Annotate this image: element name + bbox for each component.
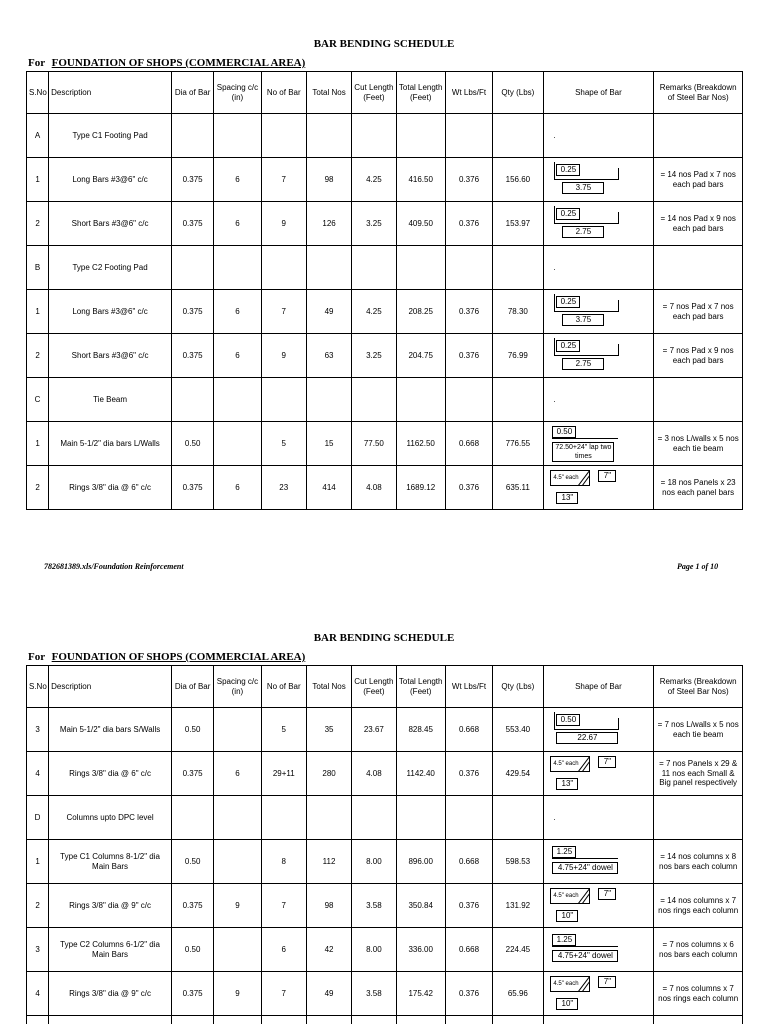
section-letter: B: [27, 246, 49, 290]
ring-shape-diagram: [548, 754, 648, 794]
cell-wt: 0.376: [445, 158, 492, 202]
cell-total-nos: 42: [306, 928, 351, 972]
cell-qty: 635.11: [493, 466, 543, 510]
cell-remarks: = 3 nos L/walls x 5 nos each tie beam: [654, 422, 743, 466]
project-name: FOUNDATION OF SHOPS (COMMERCIAL AREA): [51, 57, 306, 69]
header-spacing: Spacing c/c (in): [214, 72, 261, 114]
cell-shape: [543, 840, 654, 884]
cell-qty: 776.55: [493, 422, 543, 466]
cell-cut-length: 8.00: [352, 840, 396, 884]
cell-description: Long Bars #3@6" c/c: [49, 290, 172, 334]
ring-dim-b: 7": [598, 888, 616, 900]
cell-cut-length: 23.67: [352, 708, 396, 752]
cell-wt: 0.376: [445, 884, 492, 928]
cell-sno: 1: [27, 290, 49, 334]
cell-dia: 0.50: [171, 708, 213, 752]
cell-qty: 78.30: [493, 290, 543, 334]
cell-no-of-bar: 5: [261, 708, 306, 752]
cell-dia: 0.375: [171, 884, 213, 928]
table-row: [27, 972, 743, 1016]
cell-sno: 4: [27, 752, 49, 796]
cell-spacing: 9: [214, 884, 261, 928]
shape-dim-a: 0.25: [556, 340, 580, 352]
ring-dim-a: 4.5" each: [550, 888, 590, 904]
cell-total-nos: 35: [306, 708, 351, 752]
header-row: [27, 72, 743, 114]
header-cut-length: Cut Length (Feet): [352, 72, 396, 114]
cell-dia: 0.375: [171, 334, 213, 378]
cell-sno: 1: [27, 422, 49, 466]
cell-description: Long Bars #3@6" c/c: [49, 158, 172, 202]
for-label: For: [28, 57, 45, 69]
cell-cut-length: 4.25: [352, 158, 396, 202]
shape-dim-a: 0.25: [556, 296, 580, 308]
shape-dim-a: 1.25: [552, 934, 576, 946]
shape-dim-a: 0.50: [556, 714, 580, 726]
header-spacing: Spacing c/c (in): [214, 666, 261, 708]
section-letter: C: [27, 378, 49, 422]
cell-cut-length: 4.08: [352, 752, 396, 796]
cell-no-of-bar: 9: [261, 202, 306, 246]
cell-cut-length: 77.50: [352, 422, 396, 466]
cell-shape: [543, 466, 654, 510]
cell-no-of-bar: 23: [261, 466, 306, 510]
schedule-table: [26, 71, 743, 510]
bar-shape-diagram: [548, 930, 648, 970]
header-remarks: Remarks (Breakdown of Steel Bar Nos): [654, 72, 743, 114]
cell-description: Type C1 Columns 8-1/2" dia Main Bars: [49, 840, 172, 884]
shape-dim-b: 2.75: [562, 358, 604, 370]
table-row: [27, 1016, 743, 1024]
cell-wt: 0.376: [445, 334, 492, 378]
cell-total-nos: 63: [306, 334, 351, 378]
table-row: [27, 422, 743, 466]
cell-description: Rings 3/8" dia @ 9" c/c: [49, 884, 172, 928]
cell-wt: 0.376: [445, 290, 492, 334]
cell-remarks: = 14 nos Pad x 9 nos each pad bars: [654, 202, 743, 246]
bar-shape-diagram: [548, 160, 648, 200]
cell-remarks: = 7 nos Pad x 9 nos each pad bars: [654, 334, 743, 378]
table-row: [27, 334, 743, 378]
ring-hook-icon: [578, 976, 590, 992]
cell-wt: 0.376: [445, 202, 492, 246]
cell-total-length: 336.00: [396, 928, 445, 972]
cell-description: Rings 3/8" dia @ 6" c/c: [49, 466, 172, 510]
shape-dim-a: 0.25: [556, 164, 580, 176]
cell-dia: 0.375: [171, 466, 213, 510]
cell-spacing: [214, 422, 261, 466]
cell-no-of-bar: 5: [261, 422, 306, 466]
header-total-nos: Total Nos: [306, 666, 351, 708]
cell-spacing: [214, 840, 261, 884]
cell-total-nos: 49: [306, 290, 351, 334]
cell-description: Rings 3/8" dia @ 6" c/c: [49, 752, 172, 796]
ring-dim-b: 7": [598, 756, 616, 768]
cell-cut-length: 3.25: [352, 334, 396, 378]
header-total-nos: Total Nos: [306, 72, 351, 114]
header-qty: Qty (Lbs): [493, 666, 543, 708]
bar-shape-diagram: [548, 292, 648, 332]
cell-shape: [543, 202, 654, 246]
cell-sno: 2: [27, 884, 49, 928]
cell-total-nos: 112: [306, 840, 351, 884]
ring-dim-c: 13": [556, 778, 578, 790]
table-row: [27, 752, 743, 796]
table-row: [27, 202, 743, 246]
cell-spacing: 6: [214, 158, 261, 202]
table-row: [27, 884, 743, 928]
shape-dim-b: 3.75: [562, 182, 604, 194]
section-letter: D: [27, 796, 49, 840]
header-total-length: Total Length (Feet): [396, 72, 445, 114]
project-line: [28, 651, 305, 663]
cell-spacing: 6: [214, 290, 261, 334]
cell-shape: [543, 884, 654, 928]
cell-total-nos: 49: [306, 972, 351, 1016]
cell-sno: 1: [27, 158, 49, 202]
cell-wt: 0.376: [445, 972, 492, 1016]
cell-remarks: = 7 nos Pad x 7 nos each pad bars: [654, 290, 743, 334]
cell-sno: 2: [27, 202, 49, 246]
header-row: [27, 666, 743, 708]
cell-sno: 4: [27, 972, 49, 1016]
cell-wt: 0.376: [445, 466, 492, 510]
cell-qty: 153.97: [493, 202, 543, 246]
table-row: [27, 840, 743, 884]
ring-dim-b: 7": [598, 470, 616, 482]
ring-hook-icon: [578, 470, 590, 486]
table-row: [27, 708, 743, 752]
header-description: Description: [49, 666, 172, 708]
section-row: [27, 796, 743, 840]
ring-shape-diagram: [548, 468, 648, 508]
cell-dia: 0.50: [171, 928, 213, 972]
cell-sno: 3: [27, 928, 49, 972]
section-mark: .: [543, 378, 654, 422]
cell-cut-length: 3.25: [352, 202, 396, 246]
ring-dim-c: 10": [556, 998, 578, 1010]
cell-no-of-bar: 7: [261, 972, 306, 1016]
cell-total-length: 416.50: [396, 158, 445, 202]
cell-dia: 0.50: [171, 840, 213, 884]
header-remarks: Remarks (Breakdown of Steel Bar Nos): [654, 666, 743, 708]
cell-total-length: 828.45: [396, 708, 445, 752]
ring-dim-c: 10": [556, 910, 578, 922]
cell-no-of-bar: 7: [261, 158, 306, 202]
shape-dim-a: 0.50: [552, 426, 576, 438]
cell-shape: [543, 928, 654, 972]
cell-total-nos: 280: [306, 752, 351, 796]
cell-qty: 224.45: [493, 928, 543, 972]
footer-page: Page 1 of 10: [677, 562, 719, 571]
bar-shape-diagram: [548, 204, 648, 244]
bar-shape-diagram: [548, 710, 648, 750]
section-row: [27, 246, 743, 290]
bar-shape-diagram: [548, 336, 648, 376]
cell-qty: 553.40: [493, 708, 543, 752]
cell-spacing: 6: [214, 466, 261, 510]
cell-no-of-bar: 7: [261, 884, 306, 928]
cell-cut-length: 3.58: [352, 972, 396, 1016]
cell-total-length: 1142.40: [396, 752, 445, 796]
cell-qty: 76.99: [493, 334, 543, 378]
cell-remarks: = 18 nos Panels x 23 nos each panel bars: [654, 466, 743, 510]
cell-remarks: = 14 nos columns x 8 nos bars each column: [654, 840, 743, 884]
cell-qty: 65.96: [493, 972, 543, 1016]
project-name: FOUNDATION OF SHOPS (COMMERCIAL AREA): [51, 651, 306, 663]
header-qty: Qty (Lbs): [493, 72, 543, 114]
cell-sno: 2: [27, 334, 49, 378]
header-description: Description: [49, 72, 172, 114]
cell-total-nos: 414: [306, 466, 351, 510]
table-row: [27, 290, 743, 334]
cell-dia: 0.375: [171, 158, 213, 202]
ring-dim-a: 4.5" each: [550, 976, 590, 992]
cell-no-of-bar: 6: [261, 928, 306, 972]
cell-description: Main 5-1/2" dia bars S/Walls: [49, 708, 172, 752]
cell-remarks: = 7 nos Panels x 29 & 11 nos each Small & Big panel respectively: [654, 752, 743, 796]
cell-remarks: = 14 nos columns x 7 nos rings each column: [654, 884, 743, 928]
ring-dim-a: 4.5" each: [550, 470, 590, 486]
cell-qty: 156.60: [493, 158, 543, 202]
cell-wt: 0.376: [445, 752, 492, 796]
cell-qty: 598.53: [493, 840, 543, 884]
shape-dim-b: 4.75+24" dowel: [552, 950, 618, 962]
cell-shape: [543, 708, 654, 752]
cell-spacing: 6: [214, 202, 261, 246]
for-label: For: [28, 651, 45, 663]
shape-dim-a: 0.25: [556, 208, 580, 220]
cell-cut-length: 8.00: [352, 928, 396, 972]
cell-remarks: = 14 nos Pad x 7 nos each pad bars: [654, 158, 743, 202]
ring-hook-icon: [578, 756, 590, 772]
shape-dim-b: 4.75+24" dowel: [552, 862, 618, 874]
cell-no-of-bar: 7: [261, 290, 306, 334]
section-title: Type C1 Footing Pad: [49, 114, 172, 158]
schedule-table: [26, 665, 743, 1024]
header-dia: Dia of Bar: [171, 72, 213, 114]
cell-total-length: 1162.50: [396, 422, 445, 466]
cell-description: Main 5-1/2" dia bars L/Walls: [49, 422, 172, 466]
cell-qty: 429.54: [493, 752, 543, 796]
cell-remarks: = 7 nos L/walls x 5 nos each tie beam: [654, 708, 743, 752]
header-dia: Dia of Bar: [171, 666, 213, 708]
cell-total-length: 175.42: [396, 972, 445, 1016]
cell-sno: 2: [27, 466, 49, 510]
section-mark: .: [543, 114, 654, 158]
project-line: [28, 57, 305, 69]
header-total-length: Total Length (Feet): [396, 666, 445, 708]
shape-dim-b: 72.50+24" lap two times: [552, 442, 614, 462]
shape-dim-b: 22.67: [556, 732, 618, 744]
cell-spacing: [214, 708, 261, 752]
cell-dia: 0.50: [171, 422, 213, 466]
ring-dim-a: 4.5" each: [550, 756, 590, 772]
cell-total-length: 409.50: [396, 202, 445, 246]
shape-dim-b: 3.75: [562, 314, 604, 326]
header-wt: Wt Lbs/Ft: [445, 72, 492, 114]
section-row: [27, 114, 743, 158]
header-shape: Shape of Bar: [543, 666, 654, 708]
cell-wt: 0.668: [445, 928, 492, 972]
bar-shape-diagram: [548, 424, 648, 464]
cell-dia: 0.375: [171, 290, 213, 334]
shape-dim-a: 1.25: [552, 846, 576, 858]
cell-cut-length: 4.08: [352, 466, 396, 510]
cell-total-nos: 15: [306, 422, 351, 466]
section-mark: .: [543, 246, 654, 290]
ring-shape-diagram: [548, 974, 648, 1014]
ring-dim-c: 13": [556, 492, 578, 504]
cell-total-length: 208.25: [396, 290, 445, 334]
ring-dim-b: 7": [598, 976, 616, 988]
cell-total-length: 1689.12: [396, 466, 445, 510]
cell-total-nos: 98: [306, 158, 351, 202]
shape-dim-b: 2.75: [562, 226, 604, 238]
section-row: [27, 378, 743, 422]
cell-spacing: 9: [214, 972, 261, 1016]
cell-total-nos: 126: [306, 202, 351, 246]
cell-spacing: 6: [214, 334, 261, 378]
cell-dia: 0.375: [171, 752, 213, 796]
ring-shape-diagram: [548, 886, 648, 926]
section-mark: .: [543, 796, 654, 840]
header-no-of-bar: No of Bar: [261, 72, 306, 114]
cell-no-of-bar: 9: [261, 334, 306, 378]
cell-description: Short Bars #3@6" c/c: [49, 334, 172, 378]
schedule-title: BAR BENDING SCHEDULE: [313, 38, 455, 50]
cell-dia: 0.375: [171, 202, 213, 246]
cell-total-length: 204.75: [396, 334, 445, 378]
cell-no-of-bar: 29+11: [261, 752, 306, 796]
section-title: Type C2 Footing Pad: [49, 246, 172, 290]
cell-wt: 0.668: [445, 422, 492, 466]
bar-shape-diagram: [548, 842, 648, 882]
cell-total-length: 896.00: [396, 840, 445, 884]
cell-no-of-bar: 8: [261, 840, 306, 884]
header-sno: S.No: [27, 666, 49, 708]
cell-shape: [543, 334, 654, 378]
cell-sno: 1: [27, 840, 49, 884]
cell-wt: 0.668: [445, 708, 492, 752]
cell-remarks: = 7 nos columns x 6 nos bars each column: [654, 928, 743, 972]
cell-cut-length: 3.58: [352, 884, 396, 928]
header-wt: Wt Lbs/Ft: [445, 666, 492, 708]
table-row: [27, 466, 743, 510]
header-no-of-bar: No of Bar: [261, 666, 306, 708]
header-cut-length: Cut Length (Feet): [352, 666, 396, 708]
ring-hook-icon: [578, 888, 590, 904]
cell-cut-length: 4.25: [352, 290, 396, 334]
cell-description: Type C2 Columns 6-1/2" dia Main Bars: [49, 928, 172, 972]
cell-shape: [543, 752, 654, 796]
header-shape: Shape of Bar: [543, 72, 654, 114]
cell-spacing: 6: [214, 752, 261, 796]
cell-total-length: 350.84: [396, 884, 445, 928]
cell-description: Rings 3/8" dia @ 9" c/c: [49, 972, 172, 1016]
schedule-title: BAR BENDING SCHEDULE: [313, 632, 455, 644]
cell-spacing: [214, 928, 261, 972]
section-title: Columns upto DPC level: [49, 796, 172, 840]
section-letter: A: [27, 114, 49, 158]
table-row: [27, 158, 743, 202]
section-title: Tie Beam: [49, 378, 172, 422]
cell-total-nos: 98: [306, 884, 351, 928]
cell-qty: 131.92: [493, 884, 543, 928]
header-sno: S.No: [27, 72, 49, 114]
cell-dia: 0.375: [171, 972, 213, 1016]
footer-file: 782681389.xls/Foundation Reinforcement: [44, 562, 184, 571]
cell-shape: [543, 422, 654, 466]
cell-sno: 3: [27, 708, 49, 752]
cell-shape: [543, 290, 654, 334]
cell-description: Short Bars #3@6" c/c: [49, 202, 172, 246]
cell-remarks: = 7 nos columns x 7 nos rings each column: [654, 972, 743, 1016]
cell-shape: [543, 158, 654, 202]
cell-wt: 0.668: [445, 840, 492, 884]
cell-shape: [543, 972, 654, 1016]
table-row: [27, 928, 743, 972]
